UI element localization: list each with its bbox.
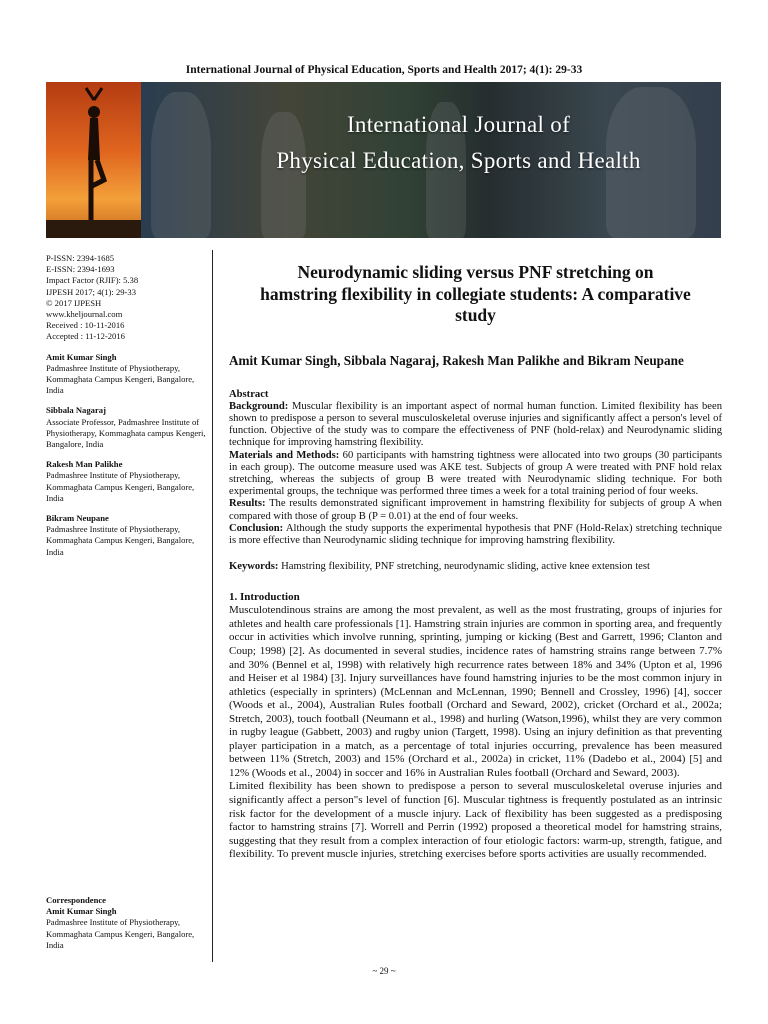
introduction-body — [229, 604, 722, 861]
yoga-silhouette-image — [46, 82, 141, 238]
main-column — [229, 262, 722, 862]
sidebar-author — [46, 405, 211, 450]
conclusion-label: Conclusion: — [229, 522, 284, 534]
author-name: Amit Kumar Singh — [46, 351, 117, 362]
author-name: Sibbala Nagaraj — [46, 405, 106, 416]
author-affiliation: Padmashree Institute of Physiotherapy, Kommaghata Campus Kengeri, Bangalore, India — [46, 362, 195, 396]
copyright: © 2017 IJPESH — [46, 297, 102, 308]
background-label: Background: — [229, 400, 289, 412]
author-name: Bikram Neupane — [46, 513, 109, 524]
keywords-text: Hamstring flexibility, PNF stretching, neurodynamic sliding, active knee extension test — [281, 561, 650, 573]
impact-factor: Impact Factor (RJIF): 5.38 — [46, 275, 139, 286]
introduction-paragraph: Musculotendinous strains are among the most prevalent, as well as the most frustrating, groups of injuries for athletes and health care professionals [1]. Hamstring strain injuries are common in sporting area, and frequently occur in activities which involve running, sprinting, jumping or kicking (Best and Garrett, 1996; Clanton and Coup; 1998) [2]. As documented in several studies, incidence rates of hamstring strains range between 7.7% and 30% (Bennel et al, 1998) with relatively high recurrence rates between 18% and 34% (Upton et al, 1996 and Heiser et al 1984) [3]. Injury surveillances have found hamstring injuries to be the most common injury in athletics (especially in sprinters) (McLennan and McLennan, 1990; Bennell and Crossley, 1996) [4], soccer (Woods et al., 2004), Australian Rules football (Orchard and Seward, 2002), cricket (Orchard et al., 2002a; Stretch, 2003), touch football (Neumann et al., 1998) and hurling (Watson,1996), whilst they are very common in rugby league (Gabbett, 2003) and rugby union (Targett, 1998). Using an injury definition as that preventing player participation in a match, as a percentage of total injuries occurring, prevalence has been measured between 11% (Stretch, 2003) and 15% (Orchard et al., 2002a) in cricket, 11% (Dadebo et al., 2004) [5] and 12% (Woods et al., 2004) in soccer and 16% in Australian Rules football (Orchard and Seward, 2003). — [229, 604, 722, 779]
correspondence-block — [46, 895, 211, 951]
author-name: Rakesh Man Palikhe — [46, 459, 123, 470]
sidebar-author — [46, 513, 211, 558]
banner-title-line1: International Journal of — [346, 112, 571, 137]
e-issn: E-ISSN: 2394-1693 — [46, 264, 115, 275]
paper-title: Neurodynamic sliding versus PNF stretching on hamstring flexibility in collegiate students: A comparative study — [260, 262, 691, 325]
correspondence-label: Correspondence — [46, 895, 106, 905]
correspondence-name: Amit Kumar Singh — [46, 906, 117, 917]
page-number: ~ 29 ~ — [372, 966, 396, 976]
received-date: Received : 10-11-2016 — [46, 320, 125, 331]
introduction-heading: 1. Introduction — [229, 591, 300, 604]
keywords — [229, 561, 722, 573]
accepted-date: Accepted : 11-12-2016 — [46, 331, 125, 342]
correspondence-affiliation: Padmashree Institute of Physiotherapy, Kommaghata Campus Kengeri, Bangalore, India — [46, 917, 195, 950]
banner-title-line2: Physical Education, Sports and Health — [276, 148, 641, 173]
journal-website: www.kheljournal.com — [46, 309, 123, 320]
journal-banner — [46, 82, 721, 238]
introduction-paragraph: Limited flexibility has been shown to predispose a person to several musculoskeletal overuse injuries and significantly affect a person"s level of function [6]. Muscular tightness is frequently postulated as an intrinsic risk factor for the development of a muscle injury. Lack of flexibility has been suggested as a predisposing factor to hamstring strains [7]. Worrell and Perrin (1992) proposed a theoretical model for hamstring strains, suggesting that they result from a complex interaction of four etiologic factors: warm-up, strength, fatigue, and flexibility. To prevent muscle injuries, stretching exercises before sports activities are usually recommended. — [229, 780, 722, 861]
sidebar — [46, 253, 211, 558]
yoga-figure-icon — [46, 82, 141, 238]
journal-header: International Journal of Physical Education, Sports and Health 2017; 4(1): 29-33 — [185, 64, 583, 76]
author-affiliation: Padmashree Institute of Physiotherapy, Kommaghata Campus Kengeri, Bangalore, India — [46, 470, 195, 503]
publication-meta — [46, 253, 211, 343]
column-divider — [212, 250, 213, 962]
results-label: Results: — [229, 498, 266, 510]
author-affiliation: Associate Professor, Padmashree Institute of Physiotherapy, Kommaghata campus Kengeri, Bangalore, India — [46, 416, 206, 450]
author-affiliation: Padmashree Institute of Physiotherapy, Kommaghata Campus Kengeri, Bangalore, India — [46, 524, 195, 557]
sidebar-author — [46, 459, 211, 504]
methods-label: Materials and Methods: — [229, 449, 340, 461]
paper-authors: Amit Kumar Singh, Sibbala Nagaraj, Rakesh Man Palikhe and Bikram Neupane — [229, 352, 684, 368]
keywords-label: Keywords: — [229, 561, 279, 573]
volume-info: IJPESH 2017; 4(1): 29-33 — [46, 286, 136, 297]
methods-text: 60 participants with hamstring tightness were allocated into two groups (30 participants in each group). The outcome measure used was AKE test. Subjects of group A were treated with PNF hold relax stretching, whereas the subjects of group B were treated with Neurodynamic sliding technique. For both experimental groups, the technique was performed three times a week for a total training period of four weeks. — [229, 449, 722, 498]
conclusion-text: Although the study supports the experimental hypothesis that PNF (Hold-Relax) stretching technique is more effective than Neurodynamic sliding technique for improving hamstring flexibility. — [229, 522, 722, 546]
p-issn: P-ISSN: 2394-1685 — [46, 253, 115, 263]
results-text: The results demonstrated significant improvement in hamstring flexibility for subjects of group A when compared with those of group B (P = 0.01) at the end of four weeks. — [229, 498, 722, 522]
sidebar-author — [46, 352, 211, 397]
abstract-heading: Abstract — [229, 388, 269, 400]
background-text: Muscular flexibility is an important aspect of normal human function. Limited flexibility has been shown to predispose a person to several musculoskeletal overuse injuries and significantly affect a person's level of function. Objective of the study was to compare the effectiveness of PNF (hold-relax) and Neurodynamic sliding technique for improving hamstring flexibility. — [229, 400, 722, 449]
abstract — [229, 389, 722, 548]
